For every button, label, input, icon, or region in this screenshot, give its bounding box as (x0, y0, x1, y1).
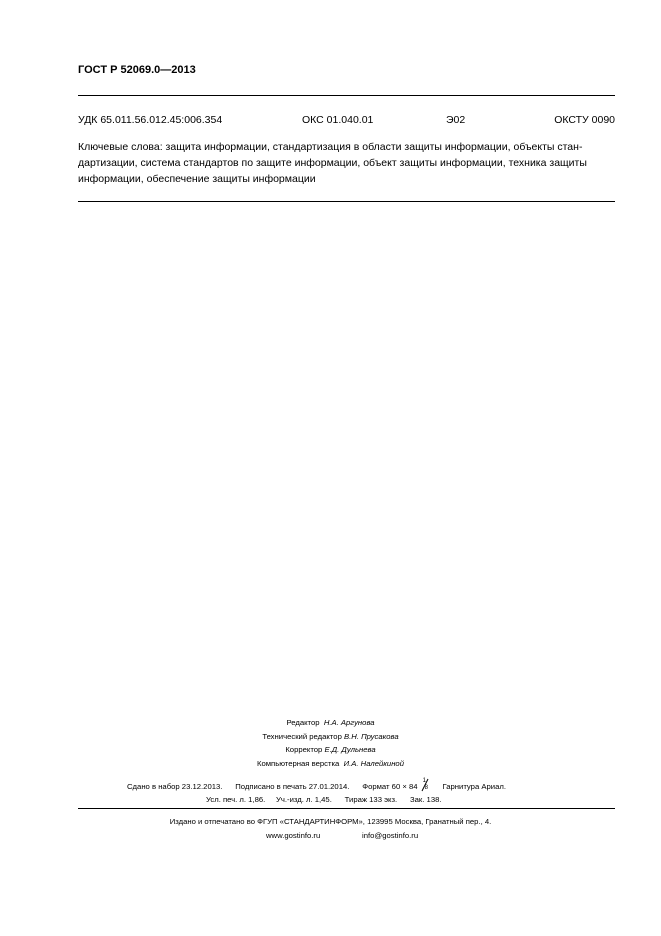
tech-editor-line: Технический редактор В.Н. Прусакова (262, 731, 399, 741)
keywords-line: информации, обеспечение защиты информации (78, 173, 316, 185)
publisher-line: Издано и отпечатано во ФГУП «СТАНДАРТИНФОРМ», 123995 Москва, Гранатный пер., 4. (169, 817, 492, 826)
keywords-divider (78, 201, 615, 202)
keywords-line: Ключевые слова: защита информации, стандартизация в области защиты информации, объекты стан- (78, 141, 583, 153)
classification-codes (78, 114, 615, 128)
udk-code: УДК 65.011.56.012.45:006.354 (78, 114, 223, 126)
keywords-block (78, 139, 615, 187)
editor-line: Редактор Н.А. Аргунова (286, 718, 375, 727)
group-code: Э02 (446, 114, 466, 126)
proofreader-line: Корректор Е.Д. Дульнева (285, 745, 376, 754)
oks-code: ОКС 01.040.01 (302, 114, 374, 126)
layout-line: Компьютерная верстка И.А. Налейкиной (257, 758, 404, 768)
imprint-line-2: Усл. печ. л. 1,86. Уч.-изд. л. 1,45. Тираж 133 экз. Зак. 138. (206, 795, 442, 804)
okstu-code: ОКСТУ 0090 (554, 114, 615, 126)
imprint-divider (78, 808, 615, 809)
website-link[interactable]: www.gostinfo.ru (266, 831, 321, 840)
document-id: ГОСТ Р 52069.0—2013 (78, 64, 196, 76)
credits-block (0, 716, 661, 770)
keywords-line: дартизации, система стандартов по защите информации, объект защиты информации, техника защиты (78, 157, 587, 169)
imprint-line-1: Сдано в набор 23.12.2013. Подписано в печать 27.01.2014. Формат 60 × 84 1 8 Гарнитура Ариал. (127, 778, 506, 791)
fraction: 1 8 (422, 778, 429, 791)
top-divider (78, 95, 615, 96)
email-link[interactable]: info@gostinfo.ru (362, 831, 419, 840)
